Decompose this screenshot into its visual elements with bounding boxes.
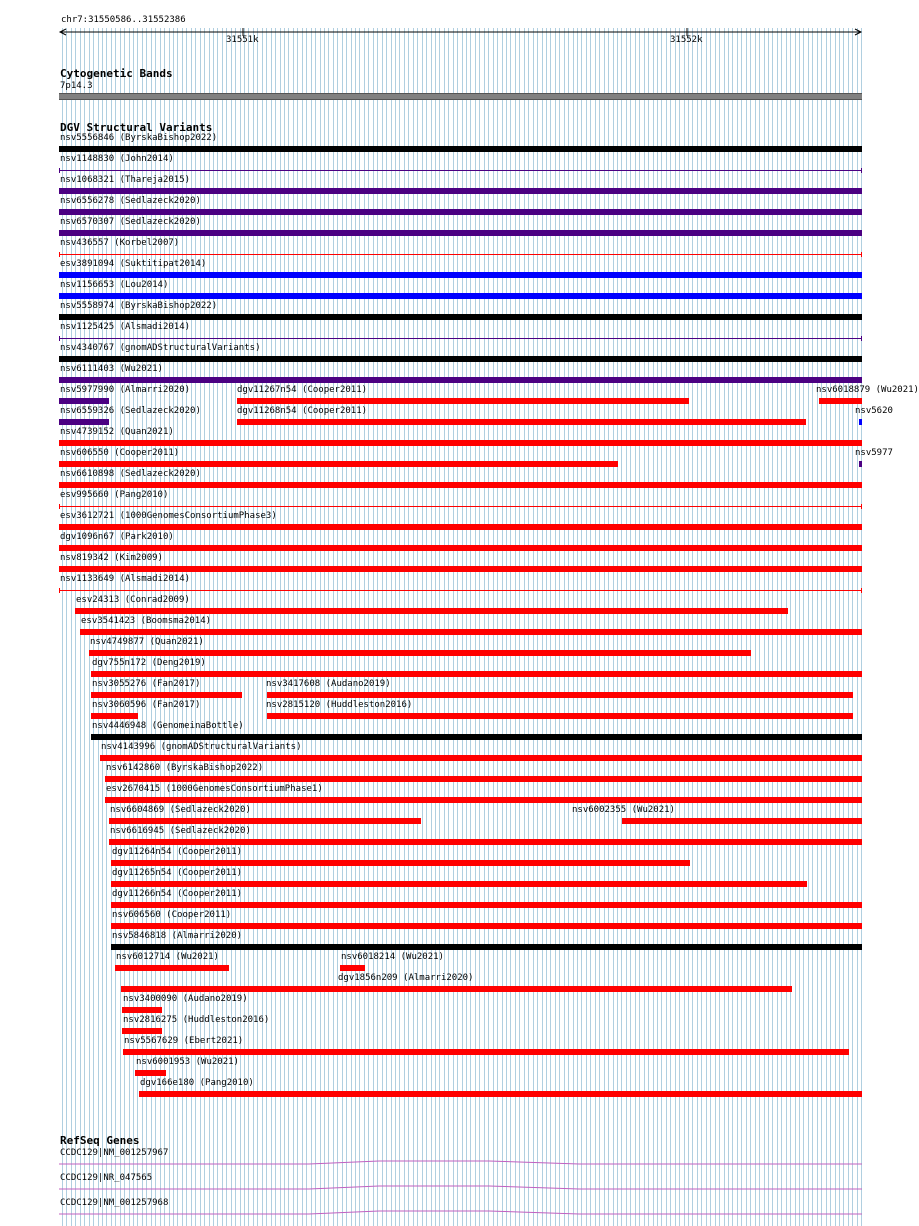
dgv-feature-bar[interactable]: [59, 377, 862, 383]
dgv-feature-label[interactable]: esv3541423 (Boomsma2014): [81, 616, 212, 626]
dgv-feature-bar[interactable]: [59, 146, 862, 152]
dgv-feature-label[interactable]: nsv5567629 (Ebert2021): [124, 1036, 244, 1046]
dgv-feature-bar[interactable]: [59, 272, 862, 278]
gene-model[interactable]: [59, 1158, 862, 1168]
dgv-feature-label[interactable]: nsv6012714 (Wu2021): [116, 952, 219, 962]
dgv-feature-bar[interactable]: [91, 713, 138, 719]
dgv-feature-label[interactable]: esv24313 (Conrad2009): [76, 595, 190, 605]
ruler-tick-label: 31552k: [670, 35, 703, 45]
dgv-feature-bar[interactable]: [59, 293, 862, 299]
dgv-feature-label[interactable]: dgv166e180 (Pang2010): [140, 1078, 254, 1088]
dgv-feature-label[interactable]: nsv2816275 (Huddleston2016): [123, 1015, 270, 1025]
dgv-feature-label[interactable]: nsv5556846 (ByrskaBishop2022): [60, 133, 218, 143]
dgv-feature-label[interactable]: esv995660 (Pang2010): [60, 490, 169, 500]
dgv-feature-label[interactable]: nsv3400090 (Audano2019): [123, 994, 248, 1004]
dgv-feature-label[interactable]: nsv5846818 (Almarri2020): [112, 931, 243, 941]
dgv-feature-bar[interactable]: [111, 881, 807, 887]
dgv-feature-label[interactable]: nsv1068321 (Thareja2015): [60, 175, 191, 185]
gene-label[interactable]: CCDC129|NM_001257967: [60, 1148, 169, 1158]
dgv-feature-label[interactable]: nsv819342 (Kim2009): [60, 553, 163, 563]
dgv-feature-label[interactable]: esv2670415 (1000GenomesConsortiumPhase1): [106, 784, 323, 794]
dgv-feature-label[interactable]: nsv6604869 (Sedlazeck2020): [110, 805, 251, 815]
dgv-feature-label[interactable]: nsv436557 (Korbel2007): [60, 238, 180, 248]
dgv-feature-bar[interactable]: [267, 713, 853, 719]
dgv-feature-label[interactable]: nsv4739152 (Quan2021): [60, 427, 174, 437]
dgv-feature-bar[interactable]: [109, 818, 421, 824]
dgv-feature-label[interactable]: nsv1125425 (Alsmadi2014): [60, 322, 191, 332]
cytoband-label: 7p14.3: [60, 81, 93, 91]
dgv-feature-bar[interactable]: [340, 965, 365, 971]
dgv-feature-bar[interactable]: [111, 923, 862, 929]
dgv-feature-label[interactable]: nsv6001953 (Wu2021): [136, 1057, 239, 1067]
dgv-feature-label[interactable]: dgv11268n54 (Cooper2011): [237, 406, 368, 416]
dgv-feature-bar[interactable]: [111, 902, 862, 908]
dgv-feature-label[interactable]: nsv1148830 (John2014): [60, 154, 174, 164]
dgv-feature-bar[interactable]: [59, 209, 862, 215]
dgv-feature-label[interactable]: nsv3060596 (Fan2017): [92, 700, 201, 710]
dgv-feature-label[interactable]: nsv6616945 (Sedlazeck2020): [110, 826, 251, 836]
dgv-feature-bar[interactable]: [100, 755, 862, 761]
dgv-feature-bar[interactable]: [859, 461, 862, 467]
dgv-feature-bar[interactable]: [59, 398, 109, 404]
dgv-feature-bar[interactable]: [59, 545, 862, 551]
dgv-feature-bar[interactable]: [105, 776, 862, 782]
dgv-feature-bar[interactable]: [59, 461, 618, 467]
gene-model[interactable]: [59, 1183, 862, 1193]
dgv-feature-label[interactable]: dgv755n172 (Deng2019): [92, 658, 206, 668]
dgv-feature-label[interactable]: nsv5558974 (ByrskaBishop2022): [60, 301, 218, 311]
dgv-feature-bar[interactable]: [622, 818, 862, 824]
dgv-feature-label[interactable]: nsv4749877 (Quan2021): [90, 637, 204, 647]
dgv-feature-bar[interactable]: [105, 797, 862, 803]
dgv-feature-bar[interactable]: [115, 965, 229, 971]
dgv-feature-label[interactable]: nsv1133649 (Alsmadi2014): [60, 574, 191, 584]
dgv-feature-bar[interactable]: [59, 170, 862, 171]
dgv-feature-bar[interactable]: [237, 398, 689, 404]
dgv-feature-label[interactable]: nsv5977: [855, 448, 893, 458]
dgv-feature-label[interactable]: nsv3055276 (Fan2017): [92, 679, 201, 689]
dgv-feature-label[interactable]: nsv5977990 (Almarri2020): [60, 385, 191, 395]
ruler-location: chr7:31550586..31552386: [61, 15, 186, 25]
dgv-feature-label[interactable]: nsv2815120 (Huddleston2016): [266, 700, 413, 710]
dgv-feature-bar[interactable]: [59, 419, 109, 425]
dgv-feature-bar[interactable]: [109, 839, 862, 845]
dgv-feature-bar[interactable]: [59, 230, 862, 236]
dgv-track-title: DGV Structural Variants: [60, 121, 213, 134]
dgv-feature-bar[interactable]: [59, 338, 862, 339]
dgv-feature-label[interactable]: nsv6570307 (Sedlazeck2020): [60, 217, 201, 227]
ruler-axis: [0, 0, 890, 50]
dgv-feature-label[interactable]: nsv6111403 (Wu2021): [60, 364, 163, 374]
dgv-feature-label[interactable]: nsv5620: [855, 406, 893, 416]
dgv-feature-label[interactable]: nsv4446948 (GenomeinaBottle): [92, 721, 244, 731]
dgv-feature-bar[interactable]: [111, 944, 862, 950]
cytoband-bar[interactable]: [59, 93, 862, 100]
cytoband-track-title: Cytogenetic Bands: [60, 67, 173, 80]
dgv-feature-bar[interactable]: [122, 1028, 162, 1034]
dgv-feature-label[interactable]: nsv4143996 (gnomADStructuralVariants): [101, 742, 302, 752]
dgv-feature-label[interactable]: dgv11267n54 (Cooper2011): [237, 385, 368, 395]
gene-model[interactable]: [59, 1208, 862, 1218]
dgv-feature-bar[interactable]: [59, 506, 862, 507]
dgv-feature-label[interactable]: nsv4340767 (gnomADStructuralVariants): [60, 343, 261, 353]
dgv-feature-label[interactable]: nsv3417608 (Audano2019): [266, 679, 391, 689]
dgv-feature-label[interactable]: dgv1096n67 (Park2010): [60, 532, 174, 542]
dgv-feature-bar[interactable]: [80, 629, 862, 635]
dgv-feature-bar[interactable]: [59, 254, 862, 255]
dgv-feature-bar[interactable]: [59, 566, 862, 572]
dgv-feature-bar[interactable]: [91, 671, 862, 677]
dgv-feature-label[interactable]: dgv11265n54 (Cooper2011): [112, 868, 243, 878]
dgv-feature-bar[interactable]: [59, 482, 862, 488]
dgv-feature-bar[interactable]: [89, 650, 751, 656]
dgv-feature-bar[interactable]: [819, 398, 862, 404]
dgv-feature-bar[interactable]: [59, 356, 862, 362]
dgv-feature-label[interactable]: nsv6018214 (Wu2021): [341, 952, 444, 962]
dgv-feature-label[interactable]: nsv606550 (Cooper2011): [60, 448, 180, 458]
dgv-feature-label[interactable]: nsv6610898 (Sedlazeck2020): [60, 469, 201, 479]
ruler-tick-label: 31551k: [226, 35, 259, 45]
dgv-feature-bar[interactable]: [59, 524, 862, 530]
dgv-feature-bar[interactable]: [237, 419, 806, 425]
dgv-feature-bar[interactable]: [111, 860, 690, 866]
dgv-feature-label[interactable]: nsv1156653 (Lou2014): [60, 280, 169, 290]
dgv-feature-bar[interactable]: [75, 608, 788, 614]
dgv-feature-label[interactable]: nsv6142860 (ByrskaBishop2022): [106, 763, 264, 773]
dgv-feature-bar[interactable]: [859, 419, 862, 425]
dgv-feature-bar[interactable]: [122, 1007, 162, 1013]
dgv-feature-label[interactable]: nsv606560 (Cooper2011): [112, 910, 232, 920]
dgv-feature-label[interactable]: dgv11264n54 (Cooper2011): [112, 847, 243, 857]
dgv-feature-label[interactable]: nsv6556278 (Sedlazeck2020): [60, 196, 201, 206]
dgv-feature-bar[interactable]: [139, 1091, 862, 1097]
dgv-feature-label[interactable]: nsv6018879 (Wu2021): [816, 385, 919, 395]
dgv-feature-bar[interactable]: [59, 440, 862, 446]
dgv-feature-label[interactable]: esv3612721 (1000GenomesConsortiumPhase3): [60, 511, 277, 521]
refseq-track-title: RefSeq Genes: [60, 1134, 140, 1147]
dgv-feature-bar[interactable]: [91, 734, 862, 740]
dgv-feature-bar[interactable]: [121, 986, 792, 992]
dgv-feature-bar[interactable]: [267, 692, 853, 698]
dgv-feature-label[interactable]: dgv11266n54 (Cooper2011): [112, 889, 243, 899]
dgv-feature-bar[interactable]: [135, 1070, 166, 1076]
dgv-feature-bar[interactable]: [91, 692, 242, 698]
dgv-feature-bar[interactable]: [59, 188, 862, 194]
dgv-feature-label[interactable]: nsv6002355 (Wu2021): [572, 805, 675, 815]
dgv-feature-label[interactable]: dgv1856n209 (Almarri2020): [338, 973, 474, 983]
dgv-feature-bar[interactable]: [123, 1049, 849, 1055]
dgv-feature-label[interactable]: nsv6559326 (Sedlazeck2020): [60, 406, 201, 416]
dgv-feature-bar[interactable]: [59, 314, 862, 320]
gene-label[interactable]: CCDC129|NR_047565: [60, 1173, 153, 1183]
dgv-feature-bar[interactable]: [59, 590, 862, 591]
gene-label[interactable]: CCDC129|NM_001257968: [60, 1198, 169, 1208]
dgv-feature-label[interactable]: esv3891094 (Suktitipat2014): [60, 259, 207, 269]
